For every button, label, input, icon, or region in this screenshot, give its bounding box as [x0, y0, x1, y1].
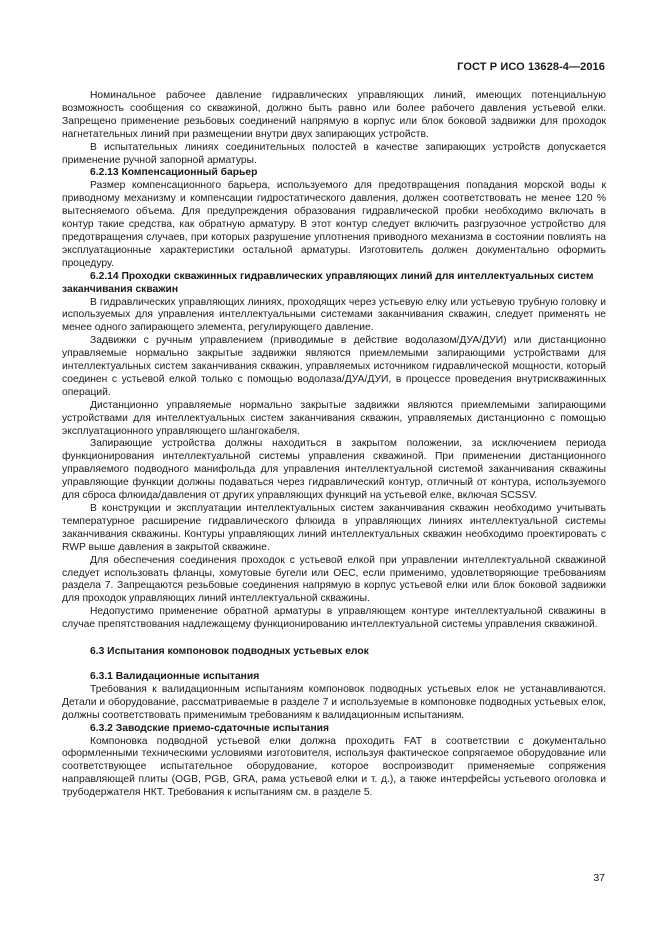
- section-heading-6-3-2: 6.3.2 Заводские приемо-сдаточные испытания: [90, 722, 330, 734]
- document-body: [62, 90, 606, 800]
- page-number: 37: [593, 872, 605, 884]
- paragraph: Дистанционно управляемые нормально закрытые задвижки являются приемлемыми запирающими устройствами для интеллектуальных систем заканчивания скважин, управляемых дистанционно с помощью эксплуатационного управляющего шлангокабеля.: [62, 399, 606, 437]
- section-heading-6-2-14: 6.2.14 Проходки скважинных гидравлических управляющих линий для интеллектуальных систем заканчивания скважин: [62, 270, 594, 295]
- paragraph: Недопустимо применение обратной арматуры в управляющем контуре интеллектуальной скважины в случае препятствования надлежащему функционированию интеллектуальной системы управления скважиной.: [62, 606, 606, 631]
- section-heading-6-3-1: 6.3.1 Валидационные испытания: [90, 670, 260, 682]
- paragraph: В конструкции и эксплуатации интеллектуальных систем заканчивания скважин необходимо учитывать температурное расширение гидравлического флюида в управляющих линиях интеллектуальной системы заканчивания скважины. Контуры управляющих линий интеллектуальных скважин необходимо проектировать с RWP выше давления в закрытой скважине.: [62, 503, 606, 553]
- paragraph: Запирающие устройства должны находиться в закрытом положении, за исключением периода функционирования интеллектуальной системы управления скважиной. При применении дистанционного управляемого подводного манифольда для управления интеллектуальной системой заканчивания скважины управляющие функции должны подаваться через гидравлический контур, отличный от контура, используемого для сброса флюида/давления от других управляющих функций на устьевой елке, включая SCSSV.: [62, 438, 606, 502]
- paragraph: Для обеспечения соединения проходок с устьевой елкой при управлении интеллектуальной скважиной следует использовать фланцы, хомутовые бугели или OEC, если применимо, удовлетворяющие требованиям раздела 7. Запрещаются резьбовые соединения напрямую в корпус устьевой елки или блок боковой задвижки для проходок управляющих линий интеллектуальной скважины.: [62, 554, 606, 605]
- paragraph: Задвижки с ручным управлением (приводимые в действие водолазом/ДУА/ДУИ) или дистанционно управляемые нормально закрытые задвижки являются приемлемыми запирающими устройствами для интеллектуальных систем заканчивания скважин, управляемых источником гидравлической мощности, который соединен с устьевой елкой только с помощью водолаза/ДУА/ДУИ, в процессе проведения внутрискважинных операций.: [62, 335, 606, 398]
- standard-header: ГОСТ Р ИСО 13628-4—2016: [457, 61, 605, 73]
- section-heading-6-3: 6.3 Испытания компоновок подводных устьевых елок: [90, 646, 369, 658]
- paragraph: Компоновка подводной устьевой елки должна проходить FAT в соответствии с документально оформленными техническими условиями изготовителя, используя фактическое сопрягаемое оборудование или соответствующее испытательное оборудование, которое воспроизводит применяемые сопряжения направляющей плиты (OGB, PGB, GRA, рама устьевой елки и т. д.), а также интерфейсы устьевого оголовка и трубодержателя НКТ. Требования к испытаниям см. в разделе 5.: [62, 735, 606, 799]
- paragraph: Номинальное рабочее давление гидравлических управляющих линий, имеющих потенциальную возможность сообщения со скважиной, должно быть равно или более рабочего давления устьевой елки. Запрещено применение резьбовых соединений напрямую в корпус или блок боковой задвижки для проходок нагнетательных линий при размещении внутри двух запирающих устройств.: [62, 90, 606, 140]
- paragraph: В испытательных линиях соединительных полостей в качестве запирающих устройств допускается применение ручной запорной арматуры.: [62, 141, 606, 166]
- paragraph: Требования к валидационным испытаниям компоновок подводных устьевых елок не устанавливаются. Детали и оборудование, рассматриваемые в разделе 7 и используемые в компоновке подводных устьевых елок, должны соответствовать применимым требованиям к валидационным испытаниям.: [62, 683, 606, 721]
- paragraph: В гидравлических управляющих линиях, проходящих через устьевую елку или устьевую трубную головку и используемых для управления интеллектуальными системами заканчивания скважин, следует применять не менее одного запирающего элемента, регулирующего давление.: [62, 296, 606, 334]
- section-heading-6-2-13: 6.2.13 Компенсационный барьер: [90, 167, 258, 179]
- paragraph: Размер компенсационного барьера, используемого для предотвращения попадания морской воды к приводному механизму и компенсации гидростатического давления, должен соответствовать не менее 120 % вытесняемого объема. Для предупреждения образования гидравлической пробки необходимо включать в контур такие средства, как обратную арматуру. В этот контур следует включить разгрузочное устройство для предотвращения случаев, при которых разрушение уплотнения приводного механизма в состоянии повлиять на эксплуатационные характеристики остальной арматуры. Изготовитель должен документально оформить процедуру.: [62, 180, 606, 269]
